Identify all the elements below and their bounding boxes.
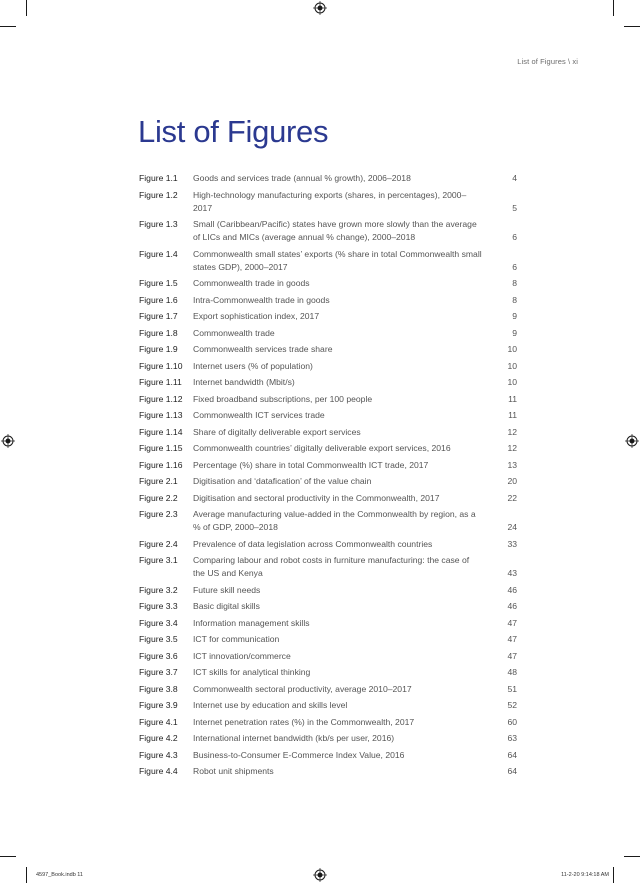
figure-number: Figure 1.5 xyxy=(139,278,178,288)
figure-title: ICT skills for analytical thinking xyxy=(193,667,311,677)
list-item xyxy=(139,650,517,663)
list-item xyxy=(139,508,517,534)
figure-number: Figure 2.4 xyxy=(139,538,178,549)
figure-title: Percentage (%) share in total Commonwealth ICT trade, 2017 xyxy=(193,459,429,470)
list-item xyxy=(139,376,517,389)
figure-number: Figure 3.9 xyxy=(139,700,178,710)
figure-page-number: 6 xyxy=(512,261,517,272)
running-header: List of Figures \ xi xyxy=(517,57,578,66)
list-item xyxy=(139,459,517,472)
figure-title: Internet penetration rates (%) in the Commonwealth, 2017 xyxy=(193,716,415,727)
figure-title: Internet bandwidth (Mbit/s) xyxy=(193,377,295,387)
figure-title: Commonwealth sectoral productivity, average 2010–2017 xyxy=(193,683,412,694)
list-item xyxy=(139,749,517,762)
figure-number: Figure 4.4 xyxy=(139,766,178,776)
crop-mark-top-left-h xyxy=(0,26,16,27)
figure-number: Figure 2.2 xyxy=(139,492,178,503)
figure-title: Commonwealth services trade share xyxy=(193,344,333,354)
figure-page-number: 11 xyxy=(508,393,517,404)
figure-title: Intra-Commonwealth trade in goods xyxy=(193,294,330,305)
list-item xyxy=(139,716,517,729)
figure-number: Figure 1.2 xyxy=(139,189,178,200)
registration-mark-icon xyxy=(313,868,327,882)
figure-title: Commonwealth ICT services trade xyxy=(193,410,325,420)
registration-mark-icon xyxy=(625,434,639,448)
figure-page-number: 60 xyxy=(507,716,517,727)
figure-number: Figure 4.2 xyxy=(139,733,178,743)
figure-number: Figure 4.1 xyxy=(139,716,178,727)
figure-number: Figure 3.1 xyxy=(139,555,178,565)
figure-page-number: 64 xyxy=(507,749,517,760)
figure-number: Figure 1.8 xyxy=(139,327,178,338)
crop-mark-bottom-right-v xyxy=(613,867,614,883)
list-item xyxy=(139,683,517,696)
figure-number: Figure 3.6 xyxy=(139,650,178,661)
figure-number: Figure 3.3 xyxy=(139,601,178,611)
crop-mark-bottom-left-h xyxy=(0,856,16,857)
list-item xyxy=(139,393,517,406)
list-item xyxy=(139,666,517,679)
figure-number: Figure 3.4 xyxy=(139,617,178,628)
figure-page-number: 33 xyxy=(507,538,517,549)
figure-title: Robot unit shipments xyxy=(193,766,274,776)
registration-mark-icon xyxy=(1,434,15,448)
figure-title: Fixed broadband subscriptions, per 100 people xyxy=(193,393,373,404)
figure-number: Figure 1.3 xyxy=(139,219,178,229)
registration-mark-icon xyxy=(313,1,327,15)
figure-page-number: 9 xyxy=(512,327,517,338)
figure-title: ICT innovation/commerce xyxy=(193,650,291,661)
footer-datetime: 11-2-20 9:14:18 AM xyxy=(561,872,609,878)
figure-page-number: 12 xyxy=(507,443,517,453)
figure-page-number: 11 xyxy=(508,410,517,420)
figure-page-number: 10 xyxy=(507,377,517,387)
figure-page-number: 13 xyxy=(507,459,517,470)
list-item xyxy=(139,360,517,373)
list-item xyxy=(139,584,517,597)
list-item xyxy=(139,310,517,323)
crop-mark-top-left-v xyxy=(26,0,27,16)
figure-page-number: 64 xyxy=(507,766,517,776)
figure-title: Comparing labour and robot costs in furniture manufacturing: the case of the US and Kenya xyxy=(193,555,470,578)
list-item xyxy=(139,426,517,439)
figure-page-number: 9 xyxy=(512,311,517,321)
list-item xyxy=(139,732,517,745)
figure-title: International internet bandwidth (kb/s per user, 2016) xyxy=(193,733,395,743)
figure-title: Prevalence of data legislation across Commonwealth countries xyxy=(193,538,433,549)
figure-title: Information management skills xyxy=(193,617,310,628)
figure-page-number: 5 xyxy=(512,202,517,213)
figure-title: Digitisation and ‘datafication’ of the value chain xyxy=(193,476,372,486)
figure-number: Figure 1.4 xyxy=(139,248,178,259)
figure-page-number: 47 xyxy=(507,634,517,644)
figure-number: Figure 1.15 xyxy=(139,443,183,453)
list-item xyxy=(139,442,517,455)
figure-page-number: 6 xyxy=(512,232,517,242)
figure-page-number: 63 xyxy=(507,733,517,743)
figure-title: Internet users (% of population) xyxy=(193,360,313,371)
figure-number: Figure 1.13 xyxy=(139,410,183,420)
figure-page-number: 4 xyxy=(512,173,517,183)
figure-number: Figure 1.12 xyxy=(139,393,183,404)
list-item xyxy=(139,327,517,340)
figure-title: Future skill needs xyxy=(193,584,261,595)
figure-title: Business-to-Consumer E-Commerce Index Value, 2016 xyxy=(193,749,405,760)
list-item xyxy=(139,617,517,630)
figure-title: Commonwealth trade xyxy=(193,327,275,338)
figure-number: Figure 1.1 xyxy=(139,173,178,183)
list-item xyxy=(139,538,517,551)
figure-number: Figure 1.10 xyxy=(139,360,183,371)
figure-number: Figure 1.16 xyxy=(139,459,183,470)
figure-list xyxy=(139,172,517,782)
footer-file-info: 4597_Book.indb 11 xyxy=(36,872,83,878)
figure-title: Basic digital skills xyxy=(193,601,260,611)
figure-page-number: 46 xyxy=(507,601,517,611)
figure-number: Figure 4.3 xyxy=(139,749,178,760)
list-item xyxy=(139,699,517,712)
figure-number: Figure 2.3 xyxy=(139,509,178,519)
figure-number: Figure 2.1 xyxy=(139,476,178,486)
figure-page-number: 24 xyxy=(507,522,517,532)
figure-title: Commonwealth trade in goods xyxy=(193,278,310,288)
list-item xyxy=(139,554,517,580)
crop-mark-bottom-left-v xyxy=(26,867,27,883)
figure-title: Digitisation and sectoral productivity in the Commonwealth, 2017 xyxy=(193,492,440,503)
figure-number: Figure 3.2 xyxy=(139,584,178,595)
figure-page-number: 8 xyxy=(512,278,517,288)
figure-number: Figure 1.6 xyxy=(139,294,178,305)
figure-title: Small (Caribbean/Pacific) states have grown more slowly than the average of LICs and MICs (average annual % change), 2000–2018 xyxy=(193,219,477,242)
figure-title: Average manufacturing value-added in the Commonwealth by region, as a % of GDP, 2000–2018 xyxy=(193,509,476,532)
figure-page-number: 10 xyxy=(507,344,517,354)
figure-title: Commonwealth countries’ digitally deliverable export services, 2016 xyxy=(193,443,451,453)
crop-mark-bottom-right-h xyxy=(624,856,640,857)
list-item xyxy=(139,765,517,778)
figure-number: Figure 3.8 xyxy=(139,683,178,694)
figure-page-number: 47 xyxy=(507,617,517,628)
list-item xyxy=(139,248,517,274)
figure-title: Goods and services trade (annual % growth), 2006–2018 xyxy=(193,173,411,183)
figure-page-number: 51 xyxy=(507,683,517,694)
list-item xyxy=(139,633,517,646)
list-item xyxy=(139,294,517,307)
figure-page-number: 12 xyxy=(507,426,517,437)
figure-page-number: 48 xyxy=(507,667,517,677)
list-item xyxy=(139,475,517,488)
figure-number: Figure 1.11 xyxy=(139,377,182,387)
figure-page-number: 43 xyxy=(507,568,517,578)
figure-number: Figure 1.9 xyxy=(139,344,178,354)
figure-number: Figure 3.5 xyxy=(139,634,178,644)
list-item xyxy=(139,492,517,505)
list-item xyxy=(139,600,517,613)
figure-title: High-technology manufacturing exports (shares, in percentages), 2000–2017 xyxy=(193,189,467,213)
figure-page-number: 46 xyxy=(507,584,517,595)
figure-title: Internet use by education and skills level xyxy=(193,700,348,710)
figure-title: Share of digitally deliverable export services xyxy=(193,426,361,437)
figure-page-number: 20 xyxy=(507,476,517,486)
list-item xyxy=(139,189,517,215)
list-item xyxy=(139,277,517,290)
list-item xyxy=(139,218,517,244)
figure-page-number: 47 xyxy=(507,650,517,661)
crop-mark-top-right-h xyxy=(624,26,640,27)
figure-title: Commonwealth small states’ exports (% share in total Commonwealth small states GDP), 2000–2017 xyxy=(193,248,482,272)
figure-page-number: 22 xyxy=(507,492,517,503)
figure-page-number: 52 xyxy=(507,700,517,710)
figure-page-number: 8 xyxy=(512,294,517,305)
figure-title: Export sophistication index, 2017 xyxy=(193,311,320,321)
list-item xyxy=(139,343,517,356)
list-item xyxy=(139,172,517,185)
figure-number: Figure 1.14 xyxy=(139,426,183,437)
figure-page-number: 10 xyxy=(507,360,517,371)
figure-number: Figure 3.7 xyxy=(139,667,178,677)
figure-number: Figure 1.7 xyxy=(139,311,178,321)
crop-mark-top-right-v xyxy=(613,0,614,16)
page-title: List of Figures xyxy=(138,114,329,149)
list-item xyxy=(139,409,517,422)
figure-title: ICT for communication xyxy=(193,634,280,644)
